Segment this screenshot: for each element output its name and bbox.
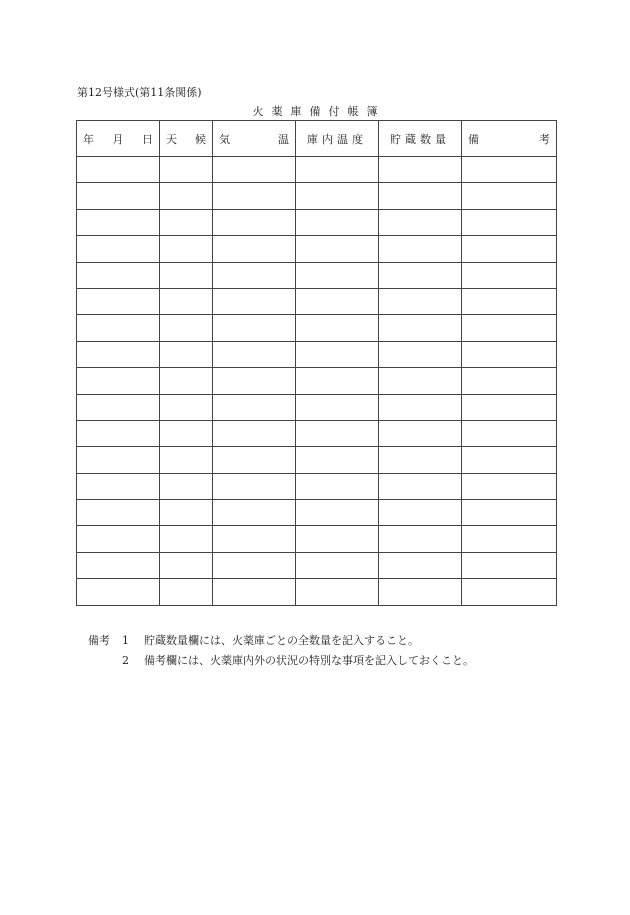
cell-temperature[interactable]: [213, 473, 296, 499]
cell-internal-temp[interactable]: [296, 236, 379, 262]
cell-remarks[interactable]: [462, 368, 557, 394]
cell-remarks[interactable]: [462, 579, 557, 605]
note-item-2: [88, 651, 474, 671]
header-remarks-b: 考: [539, 132, 550, 146]
form-title: [0, 103, 630, 119]
header-row: [77, 121, 557, 157]
cell-storage-qty[interactable]: [379, 579, 462, 605]
cell-weather[interactable]: [160, 500, 213, 526]
note-item-1: [88, 631, 474, 651]
cell-weather[interactable]: [160, 368, 213, 394]
cell-weather[interactable]: [160, 183, 213, 209]
cell-storage-qty[interactable]: [379, 420, 462, 446]
notes: [88, 631, 474, 671]
header-weather: [160, 121, 213, 157]
header-remarks: [462, 121, 557, 157]
table-row: [77, 341, 557, 367]
header-storage-qty: [379, 121, 462, 157]
cell-storage-qty[interactable]: [379, 209, 462, 235]
cell-internal-temp[interactable]: [296, 183, 379, 209]
note-number: 2: [122, 654, 129, 667]
cell-temperature[interactable]: [213, 209, 296, 235]
cell-date[interactable]: [77, 157, 160, 183]
note-text: 貯蔵数量欄には、火薬庫ごとの全数量を記入すること。: [144, 634, 419, 647]
cell-storage-qty[interactable]: [379, 473, 462, 499]
cell-storage-qty[interactable]: [379, 368, 462, 394]
cell-remarks[interactable]: [462, 500, 557, 526]
cell-storage-qty[interactable]: [379, 526, 462, 552]
form-title-text: 火薬庫備付帳簿: [252, 105, 386, 118]
table-row: [77, 552, 557, 578]
cell-date[interactable]: [77, 526, 160, 552]
cell-remarks[interactable]: [462, 288, 557, 314]
cell-remarks[interactable]: [462, 552, 557, 578]
cell-storage-qty[interactable]: [379, 236, 462, 262]
cell-date[interactable]: [77, 420, 160, 446]
cell-storage-qty[interactable]: [379, 157, 462, 183]
cell-remarks[interactable]: [462, 394, 557, 420]
header-internal-temp-label: 庫内温度: [307, 132, 367, 146]
cell-date[interactable]: [77, 394, 160, 420]
cell-remarks[interactable]: [462, 262, 557, 288]
cell-storage-qty[interactable]: [379, 315, 462, 341]
cell-storage-qty[interactable]: [379, 183, 462, 209]
header-storage-qty-label: 貯蔵数量: [390, 132, 450, 146]
cell-internal-temp[interactable]: [296, 500, 379, 526]
header-date: [77, 121, 160, 157]
cell-remarks[interactable]: [462, 341, 557, 367]
table-row: [77, 368, 557, 394]
cell-date[interactable]: [77, 183, 160, 209]
cell-date[interactable]: [77, 209, 160, 235]
cell-temperature[interactable]: [213, 236, 296, 262]
header-weather-a: 天: [166, 132, 177, 146]
cell-remarks[interactable]: [462, 315, 557, 341]
cell-storage-qty[interactable]: [379, 341, 462, 367]
cell-temperature[interactable]: [213, 341, 296, 367]
header-weather-b: 候: [195, 132, 206, 146]
cell-temperature[interactable]: [213, 500, 296, 526]
cell-internal-temp[interactable]: [296, 579, 379, 605]
header-temperature: [213, 121, 296, 157]
cell-remarks[interactable]: [462, 447, 557, 473]
cell-weather[interactable]: [160, 288, 213, 314]
header-date-day: 日: [142, 132, 153, 146]
cell-weather[interactable]: [160, 473, 213, 499]
cell-internal-temp[interactable]: [296, 526, 379, 552]
cell-weather[interactable]: [160, 552, 213, 578]
cell-date[interactable]: [77, 236, 160, 262]
cell-date[interactable]: [77, 500, 160, 526]
cell-remarks[interactable]: [462, 183, 557, 209]
cell-temperature[interactable]: [213, 288, 296, 314]
cell-storage-qty[interactable]: [379, 288, 462, 314]
header-date-year: 年: [83, 132, 94, 146]
header-temperature-a: 気: [219, 132, 230, 146]
cell-temperature[interactable]: [213, 552, 296, 578]
cell-weather[interactable]: [160, 526, 213, 552]
cell-internal-temp[interactable]: [296, 420, 379, 446]
table-row: [77, 183, 557, 209]
cell-temperature[interactable]: [213, 447, 296, 473]
header-remarks-a: 備: [468, 132, 479, 146]
cell-remarks[interactable]: [462, 473, 557, 499]
table-row: [77, 420, 557, 446]
header-internal-temp: [296, 121, 379, 157]
table-row: [77, 579, 557, 605]
cell-remarks[interactable]: [462, 420, 557, 446]
cell-date[interactable]: [77, 368, 160, 394]
table-row: [77, 262, 557, 288]
table-row: [77, 447, 557, 473]
cell-remarks[interactable]: [462, 236, 557, 262]
cell-internal-temp[interactable]: [296, 368, 379, 394]
cell-weather[interactable]: [160, 420, 213, 446]
cell-storage-qty[interactable]: [379, 552, 462, 578]
cell-temperature[interactable]: [213, 420, 296, 446]
cell-internal-temp[interactable]: [296, 394, 379, 420]
cell-temperature[interactable]: [213, 394, 296, 420]
cell-temperature[interactable]: [213, 526, 296, 552]
cell-internal-temp[interactable]: [296, 447, 379, 473]
cell-date[interactable]: [77, 579, 160, 605]
note-text: 備考欄には、火薬庫内外の状況の特別な事項を記入しておくこと。: [144, 654, 474, 667]
cell-storage-qty[interactable]: [379, 447, 462, 473]
cell-date[interactable]: [77, 447, 160, 473]
cell-remarks[interactable]: [462, 526, 557, 552]
note-number: 1: [122, 634, 129, 647]
cell-internal-temp[interactable]: [296, 262, 379, 288]
cell-internal-temp[interactable]: [296, 209, 379, 235]
cell-weather[interactable]: [160, 341, 213, 367]
cell-remarks[interactable]: [462, 157, 557, 183]
table-row: [77, 209, 557, 235]
cell-temperature[interactable]: [213, 579, 296, 605]
cell-internal-temp[interactable]: [296, 315, 379, 341]
cell-internal-temp[interactable]: [296, 473, 379, 499]
cell-temperature[interactable]: [213, 368, 296, 394]
header-temperature-b: 温: [278, 132, 289, 146]
cell-internal-temp[interactable]: [296, 341, 379, 367]
cell-temperature[interactable]: [213, 262, 296, 288]
cell-weather[interactable]: [160, 394, 213, 420]
table-row: [77, 288, 557, 314]
cell-temperature[interactable]: [213, 157, 296, 183]
ledger-table: [76, 120, 557, 606]
table-row: [77, 315, 557, 341]
cell-date[interactable]: [77, 288, 160, 314]
table-row: [77, 473, 557, 499]
cell-remarks[interactable]: [462, 209, 557, 235]
cell-storage-qty[interactable]: [379, 500, 462, 526]
ledger-body: [77, 157, 557, 606]
cell-weather[interactable]: [160, 209, 213, 235]
cell-weather[interactable]: [160, 315, 213, 341]
table-row: [77, 236, 557, 262]
table-row: [77, 526, 557, 552]
cell-date[interactable]: [77, 552, 160, 578]
cell-storage-qty[interactable]: [379, 394, 462, 420]
cell-internal-temp[interactable]: [296, 552, 379, 578]
table-row: [77, 394, 557, 420]
cell-weather[interactable]: [160, 236, 213, 262]
cell-temperature[interactable]: [213, 315, 296, 341]
cell-date[interactable]: [77, 262, 160, 288]
cell-date[interactable]: [77, 473, 160, 499]
notes-lead: 備考: [88, 634, 110, 647]
cell-internal-temp[interactable]: [296, 288, 379, 314]
cell-weather[interactable]: [160, 447, 213, 473]
cell-internal-temp[interactable]: [296, 157, 379, 183]
header-date-month: 月: [112, 132, 124, 146]
cell-storage-qty[interactable]: [379, 262, 462, 288]
form-number: 第12号様式(第11条関係): [77, 86, 202, 99]
cell-weather[interactable]: [160, 579, 213, 605]
cell-temperature[interactable]: [213, 183, 296, 209]
table-row: [77, 500, 557, 526]
cell-weather[interactable]: [160, 157, 213, 183]
cell-date[interactable]: [77, 315, 160, 341]
table-row: [77, 157, 557, 183]
cell-weather[interactable]: [160, 262, 213, 288]
cell-date[interactable]: [77, 341, 160, 367]
